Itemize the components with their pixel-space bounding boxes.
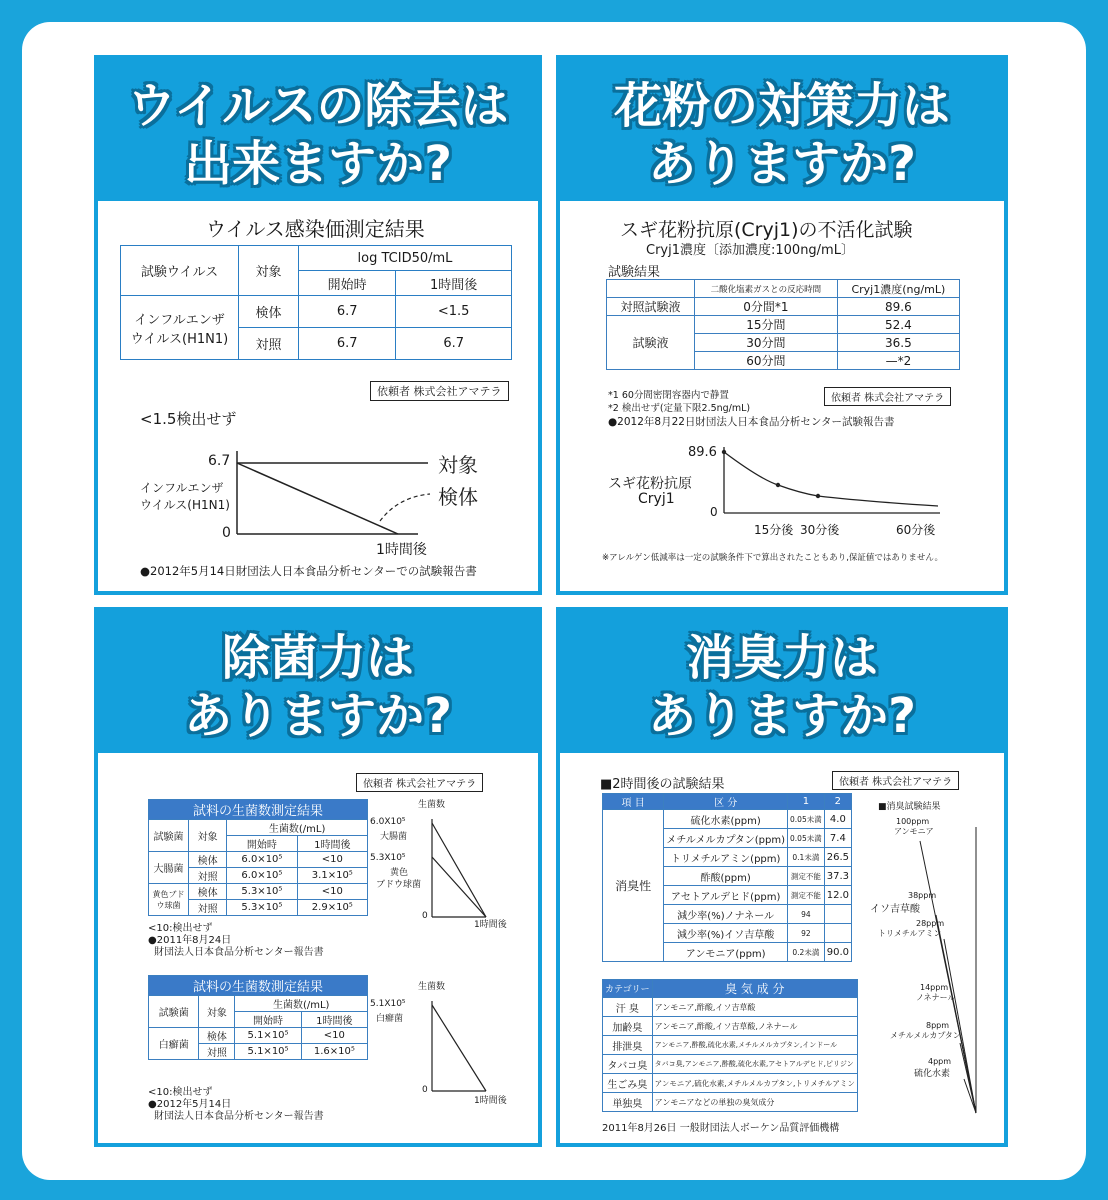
row-after: 6.7	[396, 328, 512, 360]
virus-panel	[94, 55, 542, 595]
pollen-panel-title: 花粉の対策力は ありますか?	[613, 78, 950, 192]
virus-legend-sample: 検体	[438, 485, 478, 509]
odor-v2: 4.0	[824, 810, 851, 829]
odor-v1: 測定不能	[788, 867, 825, 886]
odor-col-class: 区 分	[664, 794, 788, 810]
odor-name: アセトアルデヒド(ppm)	[664, 886, 788, 905]
col-count: 生菌数(/mL)	[235, 996, 368, 1012]
odor-panel-title: 消臭力は ありますか?	[648, 630, 916, 744]
bac-target: 検体	[199, 1028, 235, 1044]
odor-category: 消臭性	[603, 810, 664, 962]
odor-col-comp: 臭 気 成 分	[652, 980, 857, 998]
bacteria-c2-zero: 0	[422, 1085, 428, 1095]
pollen-conc: —*2	[837, 352, 959, 370]
odor-v1: 0.05未満	[788, 810, 825, 829]
odor-label-ppm: 100ppm	[896, 817, 930, 826]
odor-chart-title: ■消臭試験結果	[878, 802, 941, 812]
odor-v2: 37.3	[824, 867, 851, 886]
virus-y-label-1: インフルエンザ	[140, 481, 224, 495]
odor-heading: ■2時間後の試験結果	[600, 777, 725, 792]
bac-name: 大腸菌	[149, 852, 189, 884]
bac-start: 5.1×10⁵	[235, 1028, 301, 1044]
odor-comp: アンモニア,酢酸,イソ吉草酸,ノネナール	[652, 1017, 857, 1036]
virus-sample-line	[237, 463, 398, 534]
odor-v2: 12.0	[824, 886, 851, 905]
pollen-time: 60分間	[695, 352, 838, 370]
odor-name: 硫化水素(ppm)	[664, 810, 788, 829]
odor-v1: 0.1未満	[788, 848, 825, 867]
bacteria-c1-x: 1時間後	[474, 920, 507, 930]
bacteria-c1-y2: 5.3X10⁵	[370, 853, 406, 863]
col-after: 1時間後	[396, 271, 512, 296]
odor-cat: 生ごみ臭	[603, 1074, 653, 1093]
bacteria-c1-zero: 0	[422, 911, 428, 921]
col-target: 対象	[239, 246, 299, 296]
pollen-results-label: 試験結果	[608, 265, 661, 280]
odor-v1: 測定不能	[788, 886, 825, 905]
pollen-note2: *2 検出せず(定量下限2.5ng/mL)	[608, 403, 751, 414]
odor-v2: 7.4	[824, 829, 851, 848]
odor-v1: 0.05未満	[788, 829, 825, 848]
bacteria-note1: <10:検出せず	[148, 923, 213, 934]
bacteria-date1: ●2011年8月24日	[148, 935, 232, 946]
virus-requester: 依頼者 株式会社アマテラ	[370, 381, 509, 401]
bacteria-c1-y1: 6.0X10⁵	[370, 817, 406, 827]
odor-col-2: 2	[824, 794, 851, 810]
virus-y-label-2: ウイルス(H1N1)	[140, 498, 230, 512]
col-bac: 試験菌	[149, 820, 189, 852]
bac-after: 3.1×10⁵	[297, 868, 367, 884]
bacteria-table-title: 試料の生菌数測定結果	[149, 800, 368, 820]
pollen-time: 30分間	[695, 334, 838, 352]
bacteria-c1-n1: 大腸菌	[380, 832, 408, 842]
bac-target: 検体	[189, 884, 227, 900]
pollen-y-label-1: スギ花粉抗原	[608, 476, 692, 492]
odor-label-ppm: 8ppm	[926, 1021, 950, 1030]
col-target: 対象	[199, 996, 235, 1028]
pollen-conc: 89.6	[837, 298, 959, 316]
pollen-y-zero: 0	[710, 505, 718, 519]
pollen-heading: スギ花粉抗原(Cryj1)の不活化試験	[620, 219, 913, 241]
virus-panel-title: ウイルスの除去は 出来ますか?	[127, 78, 509, 192]
odor-name: 酢酸(ppm)	[664, 867, 788, 886]
odor-name: メチルメルカプタン(ppm)	[664, 829, 788, 848]
odor-col-item: 項 目	[603, 794, 664, 810]
odor-name: トリメチルアミン(ppm)	[664, 848, 788, 867]
col-after: 1時間後	[297, 836, 367, 852]
bac-start: 5.3×10⁵	[227, 884, 297, 900]
pollen-x-tick: 15分後	[754, 523, 794, 537]
odor-label-ppm: 4ppm	[928, 1057, 952, 1066]
pollen-panel-content	[560, 201, 1004, 591]
odor-label-name: アンモニア	[894, 827, 934, 836]
odor-col-1: 1	[788, 794, 825, 810]
odor-name: 減少率(%)イソ吉草酸	[664, 924, 788, 943]
pollen-point	[816, 494, 820, 498]
col-start: 開始時	[235, 1012, 301, 1028]
odor-panel	[556, 607, 1008, 1147]
odor-comp: アンモニア,酢酸,硫化水素,メチルメルカプタン,インドール	[652, 1036, 857, 1055]
odor-name: アンモニア(ppm)	[664, 943, 788, 962]
bac-after: <10	[297, 852, 367, 868]
odor-line-methylmercaptan	[960, 1043, 976, 1113]
bacteria-date2: ●2012年5月14日	[148, 1099, 232, 1110]
bacteria-chart-label-2: 生菌数	[418, 982, 446, 992]
bacteria-panel-title: 除菌力は ありますか?	[184, 630, 452, 744]
virus-name-2: ウイルス(H1N1)	[130, 331, 229, 347]
virus-name-1: インフルエンザ	[134, 312, 225, 328]
col-virus: 試験ウイルス	[121, 246, 239, 296]
odor-cat: 汗 臭	[603, 998, 653, 1017]
col-bac: 試験菌	[149, 996, 199, 1028]
bac-start: 6.0×10⁵	[227, 868, 297, 884]
pollen-time: 0分間*1	[695, 298, 838, 316]
c2-fungus-line	[432, 1005, 486, 1091]
odor-cat: 加齢臭	[603, 1017, 653, 1036]
odor-label-name: ノネナール	[916, 993, 956, 1002]
bacteria-c2-x: 1時間後	[474, 1096, 507, 1106]
pollen-y-top: 89.6	[688, 445, 717, 460]
odor-label-name: イソ吉草酸	[870, 904, 920, 915]
odor-col-cat: カテゴリー	[603, 980, 653, 998]
bacteria-c2-y: 5.1X10⁵	[370, 999, 406, 1009]
virus-y-top: 6.7	[208, 453, 231, 469]
pollen-conc: 36.5	[837, 334, 959, 352]
bacteria-panel	[94, 607, 542, 1147]
odor-comp: アンモニア,酢酸,イソ吉草酸	[652, 998, 857, 1017]
row-target: 対照	[239, 328, 299, 360]
bac-start: 6.0×10⁵	[227, 852, 297, 868]
bacteria-c1-n2a: 黄色	[390, 868, 409, 878]
odor-label-name: トリメチルアミン	[878, 929, 942, 938]
odor-comp: アンモニアなどの単独の臭気成分	[652, 1093, 857, 1112]
odor-footer: 2011年8月26日 一般財団法人ボーケン品質評価機構	[602, 1123, 840, 1134]
row-start: 6.7	[299, 328, 396, 360]
odor-cat: 排泄臭	[603, 1036, 653, 1055]
bac-target: 対照	[199, 1044, 235, 1060]
odor-name: 減少率(%)ノナネール	[664, 905, 788, 924]
odor-cat: 単独臭	[603, 1093, 653, 1112]
bac-after: 2.9×10⁵	[297, 900, 367, 916]
virus-chart	[98, 201, 538, 591]
bacteria-table-title-2: 試料の生菌数測定結果	[149, 976, 368, 996]
odor-v2: 26.5	[824, 848, 851, 867]
pollen-control-label: 対照試験液	[607, 298, 695, 316]
bacteria-c2-n: 白癬菌	[376, 1014, 404, 1024]
odor-requester: 依頼者 株式会社アマテラ	[832, 771, 959, 790]
odor-label-ppm: 14ppm	[920, 983, 949, 992]
virus-x-label: 1時間後	[376, 542, 427, 558]
pollen-test-label: 試験液	[607, 316, 695, 370]
bac-after: 1.6×10⁵	[301, 1044, 367, 1060]
odor-cat: タバコ臭	[603, 1055, 653, 1074]
odor-v1: 94	[788, 905, 825, 924]
pollen-x-tick: 30分後	[800, 523, 840, 537]
pollen-y-label-2: Cryj1	[638, 491, 675, 507]
pollen-requester: 依頼者 株式会社アマテラ	[824, 387, 951, 406]
pollen-report: ●2012年8月22日財団法人日本食品分析センター試験報告書	[608, 416, 895, 428]
virus-sample-curve	[380, 494, 430, 521]
col-after: 1時間後	[301, 1012, 367, 1028]
bac-start: 5.3×10⁵	[227, 900, 297, 916]
pollen-note1: *1 60分間密閉容器内で静置	[608, 390, 729, 401]
odor-label-ppm: 38ppm	[908, 891, 937, 900]
bac-target: 対照	[189, 900, 227, 916]
pollen-point	[722, 450, 726, 454]
bac-target: 対照	[189, 868, 227, 884]
virus-panel-content	[98, 201, 538, 591]
bac-name: 黄色ブドウ球菌	[149, 884, 189, 916]
pollen-panel	[556, 55, 1008, 595]
bac-target: 検体	[189, 852, 227, 868]
pollen-time: 15分間	[695, 316, 838, 334]
virus-y-zero: 0	[222, 525, 231, 541]
bacteria-note2: <10:検出せず	[148, 1087, 213, 1098]
bacteria-requester: 依頼者 株式会社アマテラ	[356, 773, 483, 792]
odor-comp: タバコ臭,アンモニア,酢酸,硫化水素,アセトアルデヒド,ピリジン	[652, 1055, 857, 1074]
virus-legend-control: 対象	[438, 453, 478, 477]
odor-panel-content	[560, 753, 1004, 1143]
pollen-col-time: 二酸化塩素ガスとの反応時間	[695, 280, 838, 298]
odor-label-ppm: 28ppm	[916, 919, 945, 928]
odor-chart	[560, 753, 1004, 1143]
virus-note: <1.5検出せず	[140, 410, 237, 428]
virus-heading: ウイルス感染価測定結果	[206, 217, 425, 241]
bacteria-c1-n2b: ブドウ球菌	[376, 880, 422, 890]
row-start: 6.7	[299, 296, 396, 328]
col-target: 対象	[189, 820, 227, 852]
pollen-col-conc: Cryj1濃度(ng/mL)	[837, 280, 959, 298]
col-start: 開始時	[299, 271, 396, 296]
bacteria-org2: 財団法人日本食品分析センター報告書	[154, 1111, 324, 1122]
odor-comp: アンモニア,硫化水素,メチルメルカプタン,トリメチルアミン	[652, 1074, 857, 1093]
pollen-x-tick: 60分後	[896, 523, 936, 537]
bac-name: 白癬菌	[149, 1028, 199, 1060]
bacteria-panel-content	[98, 753, 538, 1143]
col-count: 生菌数(/mL)	[227, 820, 368, 836]
odor-label-name: 硫化水素	[914, 1069, 951, 1079]
col-unit: log TCID50/mL	[299, 246, 512, 271]
odor-v1: 0.2未満	[788, 943, 825, 962]
pollen-subheading: Cryj1濃度〔添加濃度:100ng/mL〕	[646, 243, 854, 258]
row-after: <1.5	[396, 296, 512, 328]
pollen-decay-line	[724, 452, 938, 506]
odor-label-name: メチルメルカプタン	[890, 1031, 961, 1040]
bac-start: 5.1×10⁵	[235, 1044, 301, 1060]
bac-after: <10	[297, 884, 367, 900]
virus-footnote: ●2012年5月14日財団法人日本食品分析センターでの試験報告書	[140, 564, 477, 578]
bacteria-org1: 財団法人日本食品分析センター報告書	[154, 947, 324, 958]
pollen-conc: 52.4	[837, 316, 959, 334]
pollen-point	[776, 483, 780, 487]
odor-v2: 90.0	[824, 943, 851, 962]
row-target: 検体	[239, 296, 299, 328]
odor-v1: 92	[788, 924, 825, 943]
col-start: 開始時	[227, 836, 297, 852]
pollen-disclaimer: ※アレルゲン低減率は一定の試験条件下で算出されたこともあり,保証値ではありません。	[602, 553, 943, 563]
bacteria-chart-label: 生菌数	[418, 800, 446, 810]
bac-after: <10	[301, 1028, 367, 1044]
